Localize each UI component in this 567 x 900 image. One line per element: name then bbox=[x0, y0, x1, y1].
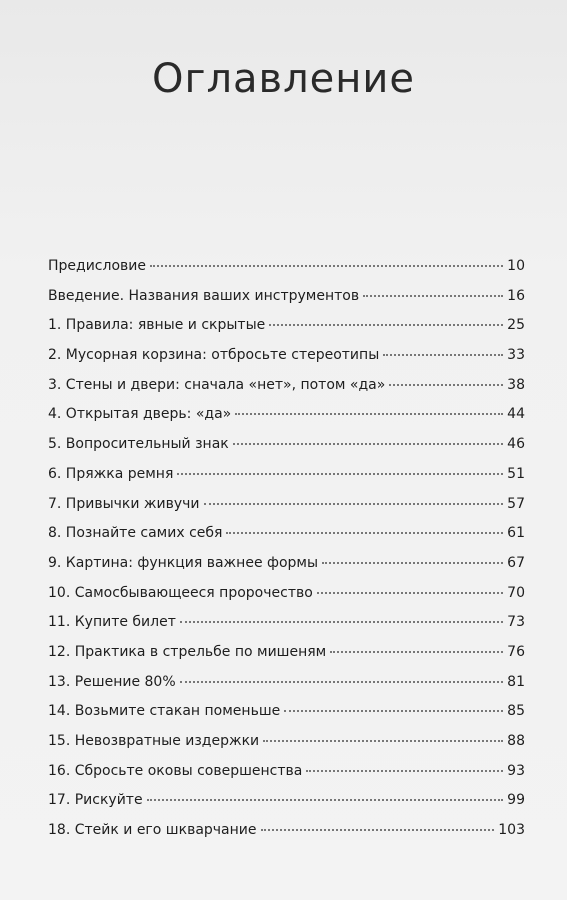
toc-entry-label: 13. Решение 80% bbox=[48, 673, 176, 690]
toc-entry bbox=[48, 525, 525, 555]
dot-leader bbox=[226, 532, 503, 534]
toc-page-number: 73 bbox=[507, 614, 525, 631]
toc-entry-label: 8. Познайте самих себя bbox=[48, 525, 223, 542]
dot-leader bbox=[317, 592, 503, 594]
toc-entry bbox=[48, 496, 525, 526]
dot-leader bbox=[261, 829, 495, 831]
dot-leader bbox=[322, 562, 503, 564]
toc-entry bbox=[48, 733, 525, 763]
toc-entry bbox=[48, 674, 525, 704]
dot-leader bbox=[147, 799, 504, 801]
dot-leader bbox=[177, 473, 503, 475]
toc-page-number: 76 bbox=[507, 643, 525, 660]
toc-page-number: 85 bbox=[507, 703, 525, 720]
toc-entry bbox=[48, 377, 525, 407]
toc-entry-label: 11. Купите билет bbox=[48, 614, 176, 631]
toc-entry bbox=[48, 258, 525, 288]
toc-entry bbox=[48, 347, 525, 377]
toc-entry-label: 9. Картина: функция важнее формы bbox=[48, 554, 319, 571]
table-of-contents bbox=[48, 258, 525, 852]
toc-page-number: 67 bbox=[507, 554, 525, 571]
toc-page-number: 70 bbox=[507, 584, 525, 601]
toc-entry bbox=[48, 703, 525, 733]
toc-entry bbox=[48, 585, 525, 615]
toc-entry-label: 16. Сбросьте оковы совершенства bbox=[48, 762, 303, 779]
dot-leader bbox=[383, 354, 503, 356]
toc-entry-label: 17. Рискуйте bbox=[48, 792, 143, 809]
toc-page-number: 51 bbox=[507, 465, 525, 482]
toc-entry bbox=[48, 822, 525, 852]
toc-entry bbox=[48, 317, 525, 347]
toc-entry bbox=[48, 555, 525, 585]
dot-leader bbox=[180, 621, 503, 623]
toc-entry bbox=[48, 288, 525, 318]
toc-entry bbox=[48, 406, 525, 436]
toc-entry-label: 10. Самосбывающееся пророчество bbox=[48, 584, 313, 601]
toc-entry-label: 5. Вопросительный знак bbox=[48, 436, 229, 453]
toc-entry-label: 6. Пряжка ремня bbox=[48, 465, 174, 482]
toc-entry-label: 12. Практика в стрельбе по мишеням bbox=[48, 643, 327, 660]
dot-leader bbox=[284, 710, 503, 712]
toc-entry-label: 4. Открытая дверь: «да» bbox=[48, 406, 232, 423]
dot-leader bbox=[204, 503, 504, 505]
dot-leader bbox=[269, 324, 503, 326]
dot-leader bbox=[306, 770, 503, 772]
dot-leader bbox=[180, 681, 504, 683]
toc-entry-label: 1. Правила: явные и скрытые bbox=[48, 317, 266, 334]
dot-leader bbox=[263, 740, 503, 742]
toc-page-number: 38 bbox=[507, 376, 525, 393]
toc-page-number: 33 bbox=[507, 347, 525, 364]
toc-entry-label: 7. Привычки живучи bbox=[48, 495, 200, 512]
dot-leader bbox=[330, 651, 503, 653]
dot-leader bbox=[235, 413, 503, 415]
toc-page-number: 57 bbox=[507, 495, 525, 512]
toc-entry-label: 3. Стены и двери: сначала «нет», потом «да» bbox=[48, 376, 386, 393]
toc-entry-label: Предисловие bbox=[48, 258, 146, 274]
toc-entry bbox=[48, 436, 525, 466]
toc-page-number: 93 bbox=[507, 762, 525, 779]
dot-leader bbox=[150, 265, 503, 267]
toc-entry-label: Введение. Названия ваших инструментов bbox=[48, 287, 360, 304]
toc-page-number: 61 bbox=[507, 525, 525, 542]
toc-page-number: 103 bbox=[498, 822, 525, 839]
toc-page-number: 44 bbox=[507, 406, 525, 423]
toc-page-number: 16 bbox=[507, 287, 525, 304]
toc-entry-label: 15. Невозвратные издержки bbox=[48, 733, 260, 749]
toc-page-number: 81 bbox=[507, 673, 525, 690]
toc-page-number: 88 bbox=[507, 733, 525, 749]
dot-leader bbox=[389, 384, 503, 386]
toc-page-number: 10 bbox=[507, 258, 525, 274]
toc-entry bbox=[48, 466, 525, 496]
page-title: Оглавление bbox=[151, 56, 416, 102]
toc-entry bbox=[48, 644, 525, 674]
dot-leader bbox=[233, 443, 503, 445]
toc-page-number: 25 bbox=[507, 317, 525, 334]
toc-page-number: 99 bbox=[507, 792, 525, 809]
toc-entry-label: 18. Стейк и его шкварчание bbox=[48, 822, 257, 839]
dot-leader bbox=[363, 295, 503, 297]
toc-entry-label: 2. Мусорная корзина: отбросьте стереотипы bbox=[48, 347, 380, 364]
toc-entry bbox=[48, 792, 525, 822]
toc-page-number: 46 bbox=[507, 436, 525, 453]
toc-entry bbox=[48, 763, 525, 793]
toc-entry bbox=[48, 614, 525, 644]
toc-entry-label: 14. Возьмите стакан поменьше bbox=[48, 703, 281, 720]
